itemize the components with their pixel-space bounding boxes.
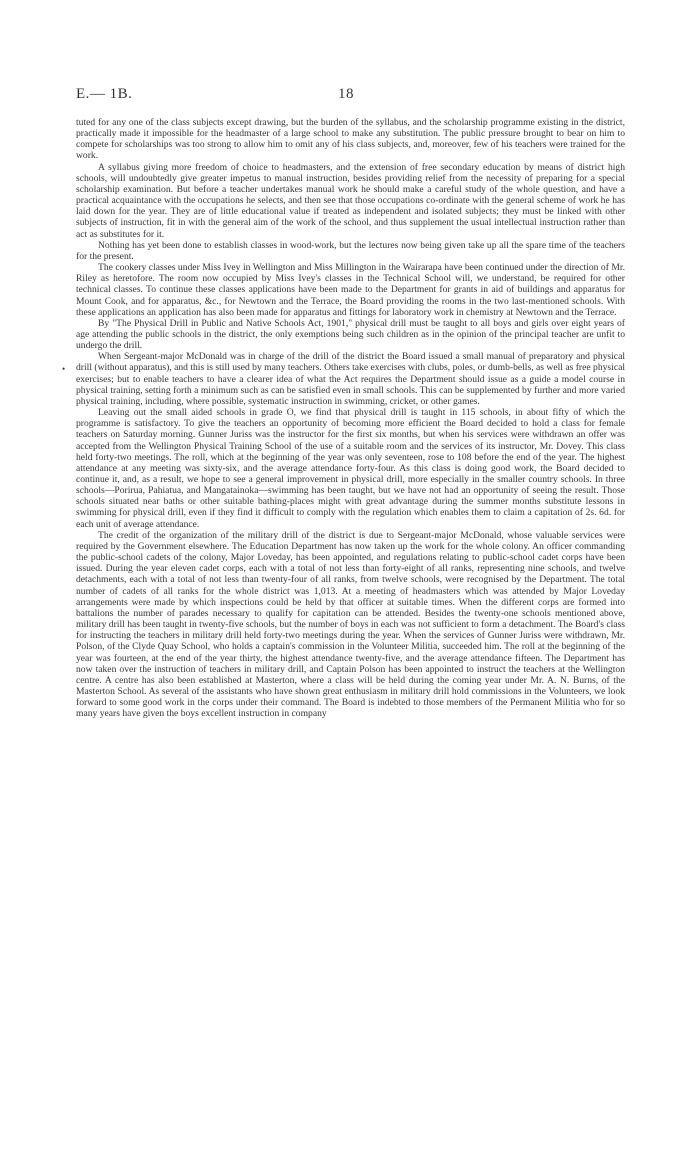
paragraph-military-drill: The credit of the organization of the military drill of the district is due to Sergeant-major McDonald, whose valuable services were required by the Government elsewhere. The Education Department has now taken up the work for the whole colony. An officer commanding the public-school cadets of the colony, Major Loveday, has been appointed, and regulations relating to public-school cadet corps have been issued. During the year eleven cadet corps, each with a total of not less than forty-eight of all ranks, representing nine schools, and twelve detachments, each with a total of not less than twenty-four of all ranks, from twelve schools, were recognised by the Department. The total number of cadets of all ranks for the whole district was 1,013. At a meeting of headmasters which was attended by Major Loveday arrangements were made by which inspections could be held by that officer at suitable times. When the different corps are formed into battalions the number of parades necessary to qualify for capitation can be attended. Besides the twenty-one schools mentioned above, military drill has been taught in twenty-five schools, but the number of boys in each was not sufficient to form a detachment. The Board's class for instructing the teachers in military drill held forty-two meetings during the year. When the services of Gunner Juriss were withdrawn, Mr. Polson, of the Clyde Quay School, who holds a captain's commission in the Volunteer Militia, succeeded him. The roll at the beginning of the year was fourteen, at the end of the year thirty, the highest attendance twenty-five, and the average attendance fifteen. The Department has now taken over the instruction of teachers in military drill, and Captain Polson has been appointed to instruct the teachers at the Wellington centre. A centre has also been established at Masterton, where a class will be held during the coming year under Mr. A. N. Burns, of the Masterton School. As several of the assistants who have shown great enthusiasm in military drill hold commissions in the Volunteers, we look forward to some good work in the corps under their command. The Board is indebted to those members of the Permanent Militia who for so many years have given the boys excellent instruction in company: [76, 529, 625, 720]
paragraph-drill-manual: When Sergeant-major McDonald was in charge of the drill of the district the Board issued a small manual of preparatory and physical drill (without apparatus), and this is still used by many teachers. Others take exercises with clubs, poles, or dumb-bells, as well as free physical exercises; but to enable teachers to have a clearer idea of what the Act requires the Department should issue as a guide a model course in physical training, setting forth a minimum such as can be satisfied even in small schools. This can be supplemented by further and more varied physical training, including, where possible, systematic instruction in swimming, cricket, or other games.: [76, 351, 625, 407]
paragraph-drill-schools: Leaving out the small aided schools in grade O, we find that physical drill is taught in 115 schools, in about fifty of which the programme is satisfactory. To give the teachers an opportunity of becoming more efficient the Board decided to hold a class for female teachers on Saturday morning. Gunner Juriss was the instructor for the first six months, but when his services were withdrawn an offer was accepted from the Wellington Physical Training School of the use of a suitable room and the services of its instructor, Mr. Dovey. This class held forty-two meetings. The roll, which at the beginning of the year was only seventeen, rose to 108 before the end of the year. The highest attendance at any meeting was sixty-six, and the average attendance forty-four. As this class is doing good work, the Board decided to continue it, and, as a result, we hope to see a general improvement in physical drill, more especially in the smaller country schools. In three schools—Porirua, Pahiatua, and Mangatainoka—swimming has been taught, but we have not had an opportunity of seeing the result. Those schools situated near baths or other suitable bathing-places might with great advantage during the summer months substitute lessons in swimming for physical drill, even if they find it difficult to comply with the regulation which enables them to claim a capitation of 2s. 6d. for each unit of average attendance.: [76, 407, 625, 530]
margin-mark: •: [62, 364, 66, 374]
page-number: 18: [338, 86, 354, 102]
paragraph-woodwork: Nothing has yet been done to establish classes in wood-work, but the lectures now being given take up all the spare time of the teachers for the present.: [76, 239, 625, 262]
paragraph-cookery: The cookery classes under Miss Ivey in Wellington and Miss Millington in the Wairarapa have been continued under the direction of Mr. Riley as heretofore. The room now occupied by Miss Ivey's classes in the Technical School will, we understand, be required for other technical classes. To continue these classes applications have been made to the Department for grants in aid of buildings and apparatus for Mount Cook, and for apparatus, &c., for Newtown and the Terrace, the Board providing the rooms in the two last-mentioned schools. With these applications an application has also been made for apparatus and fittings for laboratory work in chemistry at Newtown and the Terrace.: [76, 262, 625, 318]
paragraph-physical-drill-act: By "The Physical Drill in Public and Native Schools Act, 1901," physical drill must be taught to all boys and girls over eight years of age attending the public schools in the district, the only exemptions being such children as in the opinion of the principal teacher are unfit to undergo the drill.: [76, 317, 625, 352]
paragraph-continued: tuted for any one of the class subjects except drawing, but the burden of the syllabus, and the scholarship programme existing in the district, practically made it impossible for the headmaster of a large school to make any substitution. The public pressure brought to bear on him to compete for scholarships was too strong to allow him to omit any of his class subjects, and, moreover, few of his teachers were trained for the work.: [76, 117, 625, 162]
page-header: [76, 86, 624, 106]
body-text: [76, 117, 625, 719]
document-code: E.— 1B.: [76, 86, 133, 102]
paragraph-syllabus: A syllabus giving more freedom of choice to headmasters, and the extension of free secondary education by means of district high schools, will undoubtedly give greater impetus to manual instruction, besides providing relief from the necessity of preparing for a special scholarship examination. But before a teacher undertakes manual work he should make a careful study of the whole question, and have a practical acquaintance with the occupations he selects, and then see that those occupations co-ordinate with the general scheme of work he has laid down for the year. They are of little educational value if treated as independent and isolated subjects; they must be linked with other subjects of instruction, fit in with the general aim of the work of the school, and thus supplement the usual intellectual instruction rather than act as substitutes for it.: [76, 161, 625, 240]
